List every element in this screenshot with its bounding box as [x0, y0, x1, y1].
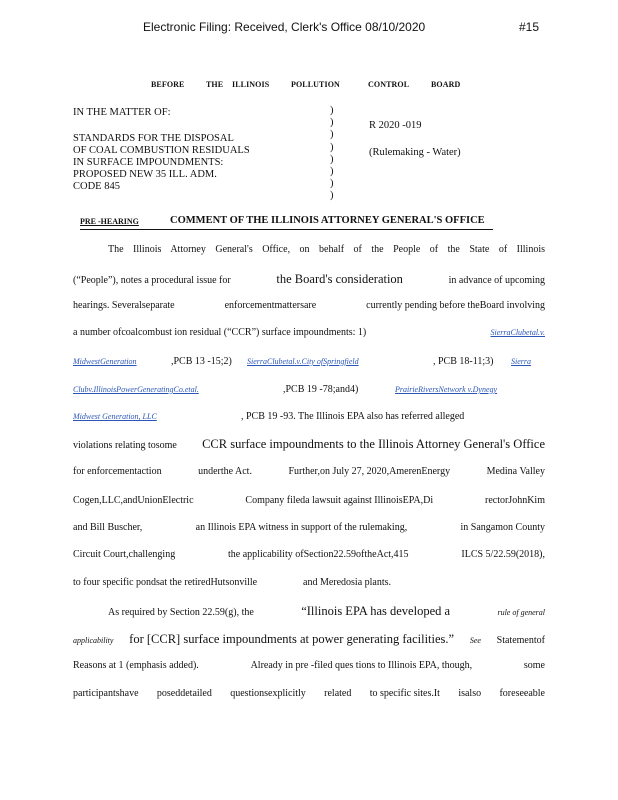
para1-line-11 — [73, 522, 545, 533]
para1-line-12 — [73, 549, 545, 560]
text-segment: some — [523, 660, 545, 671]
para1-line-4 — [73, 327, 545, 338]
text-segment: isalso — [458, 688, 482, 699]
text-segment: , PCB 18-11;3) — [433, 356, 494, 367]
text-segment: to four specific pondsat the retiredHutsonville — [73, 577, 258, 588]
board-word-2: THE — [206, 80, 224, 89]
text-segment: underthe Act. — [198, 466, 252, 477]
text-segment: , PCB 19 -93. The Illinois EPA also has referred alleged — [241, 411, 465, 422]
para1-line-2 — [73, 272, 545, 287]
heading-title: COMMENT OF THE ILLINOIS ATTORNEY GENERAL'S OFFICE — [170, 215, 485, 226]
para1-line-6 — [73, 384, 545, 395]
para1-line-1: The Illinois Attorney General's Office, on behalf of the People of the State of Illinois — [108, 244, 545, 255]
text-segment: ,PCB 19 -78;and4) — [283, 384, 359, 395]
heading-underline — [80, 229, 493, 230]
board-word-3: ILLINOIS — [232, 80, 270, 89]
text-segment: questionsexplicitly — [230, 688, 306, 699]
para1-line-10 — [73, 495, 545, 506]
para2-line-2 — [73, 632, 545, 647]
text-segment: in advance of upcoming — [448, 275, 545, 286]
text-segment: for [CCR] surface impoundments at power generating facilities.” — [129, 632, 455, 646]
text-segment: the Board's consideration — [276, 272, 403, 286]
caption-parentheses: ) ) ) ) ) ) ) ) — [330, 105, 334, 202]
caption-line-4: PROPOSED NEW 35 ILL. ADM. — [73, 169, 217, 180]
board-word-4: POLLUTION — [291, 80, 340, 89]
text-segment: Statementof — [496, 635, 545, 646]
text-segment: to specific sites.It — [369, 688, 440, 699]
para1-line-8 — [73, 437, 545, 452]
text-segment: rectorJohnKim — [484, 495, 545, 506]
heading-prefix: PRE -HEARING — [80, 217, 139, 226]
text-segment: participantshave — [73, 688, 139, 699]
rulemaking-type: (Rulemaking - Water) — [369, 147, 461, 158]
case-link-3a[interactable]: Sierra — [511, 357, 531, 366]
text-segment: and Bill Buscher, — [73, 522, 143, 533]
case-link-3b[interactable]: Clubv.IllinoisPowerGeneratingCo.etal. — [73, 385, 199, 394]
para1-line-5 — [73, 356, 545, 367]
text-segment: currently pending before theBoard involving — [366, 300, 545, 311]
para2-line-3 — [73, 660, 545, 671]
text-segment: Already in pre -filed ques tions to Illinois EPA, though, — [250, 660, 473, 671]
text-segment: Further,on July 27, 2020,AmerenEnergy — [288, 466, 451, 477]
text-segment: a number ofcoalcombust ion residual (“CCR”) surface impoundments: 1) — [73, 327, 367, 338]
para1-line-3 — [73, 300, 545, 311]
text-segment: (“People”), notes a procedural issue for — [73, 275, 231, 286]
docket-number: R 2020 -019 — [369, 120, 422, 131]
text-segment: enforcementmattersare — [224, 300, 317, 311]
text-segment: poseddetailed — [156, 688, 212, 699]
text-segment: in Sangamon County — [460, 522, 545, 533]
para1-line-7 — [73, 411, 545, 422]
filing-stamp: Electronic Filing: Received, Clerk's Office 08/10/2020 — [143, 20, 426, 34]
caption-line-1: STANDARDS FOR THE DISPOSAL — [73, 133, 234, 144]
para1-line-9 — [73, 466, 545, 477]
text-segment: and Meredosia plants. — [303, 577, 392, 588]
text-segment: related — [324, 688, 352, 699]
text-segment: for enforcementaction — [73, 466, 162, 477]
filing-number: #15 — [519, 20, 540, 34]
caption-matter: IN THE MATTER OF: — [73, 107, 171, 118]
text-segment: foreseeable — [499, 688, 545, 699]
board-word-6: BOARD — [431, 80, 461, 89]
para2-line-1 — [108, 604, 545, 619]
caption-line-5: CODE 845 — [73, 181, 120, 192]
text-segment: ILCS 5/22.59(2018), — [461, 549, 545, 560]
caption-line-2: OF COAL COMBUSTION RESIDUALS — [73, 145, 250, 156]
text-segment: Circuit Court,challenging — [73, 549, 176, 560]
text-segment: Reasons at 1 (emphasis added). — [73, 660, 199, 671]
text-segment: applicability — [73, 636, 114, 645]
board-word-1: BEFORE — [151, 80, 185, 89]
case-link-2[interactable]: SierraClubetal.v.City ofSpringfield — [247, 357, 359, 366]
text-segment: Company fileda lawsuit against IllinoisEPA,Di — [245, 495, 434, 506]
text-segment: hearings. Severalseparate — [73, 300, 175, 311]
para2-line-4 — [73, 688, 545, 699]
board-word-5: CONTROL — [368, 80, 410, 89]
case-link-4b[interactable]: Midwest Generation, LLC — [73, 412, 157, 421]
text-segment: Cogen,LLC,andUnionElectric — [73, 495, 194, 506]
text-segment: See — [469, 636, 481, 645]
case-link-1b[interactable]: MidwestGeneration — [73, 357, 137, 366]
text-segment: “Illinois EPA has developed a — [301, 604, 451, 618]
case-link-1a[interactable]: SierraClubetal.v. — [490, 328, 545, 337]
text-segment: As required by Section 22.59(g), the — [108, 607, 254, 618]
text-segment: Medina Valley — [486, 466, 545, 477]
text-segment: the applicability ofSection22.59oftheAct,415 — [228, 549, 409, 560]
case-link-4a[interactable]: PrairieRiversNetwork v.Dynegy — [395, 385, 498, 394]
text-segment: violations relating tosome — [73, 440, 177, 451]
text-segment: ,PCB 13 -15;2) — [171, 356, 232, 367]
text-segment: CCR surface impoundments to the Illinois Attorney General's Office — [202, 437, 545, 451]
text-segment: rule of general — [497, 608, 545, 617]
para1-line-13 — [73, 577, 391, 588]
text-segment: an Illinois EPA witness in support of the rulemaking, — [195, 522, 408, 533]
caption-line-3: IN SURFACE IMPOUNDMENTS: — [73, 157, 224, 168]
